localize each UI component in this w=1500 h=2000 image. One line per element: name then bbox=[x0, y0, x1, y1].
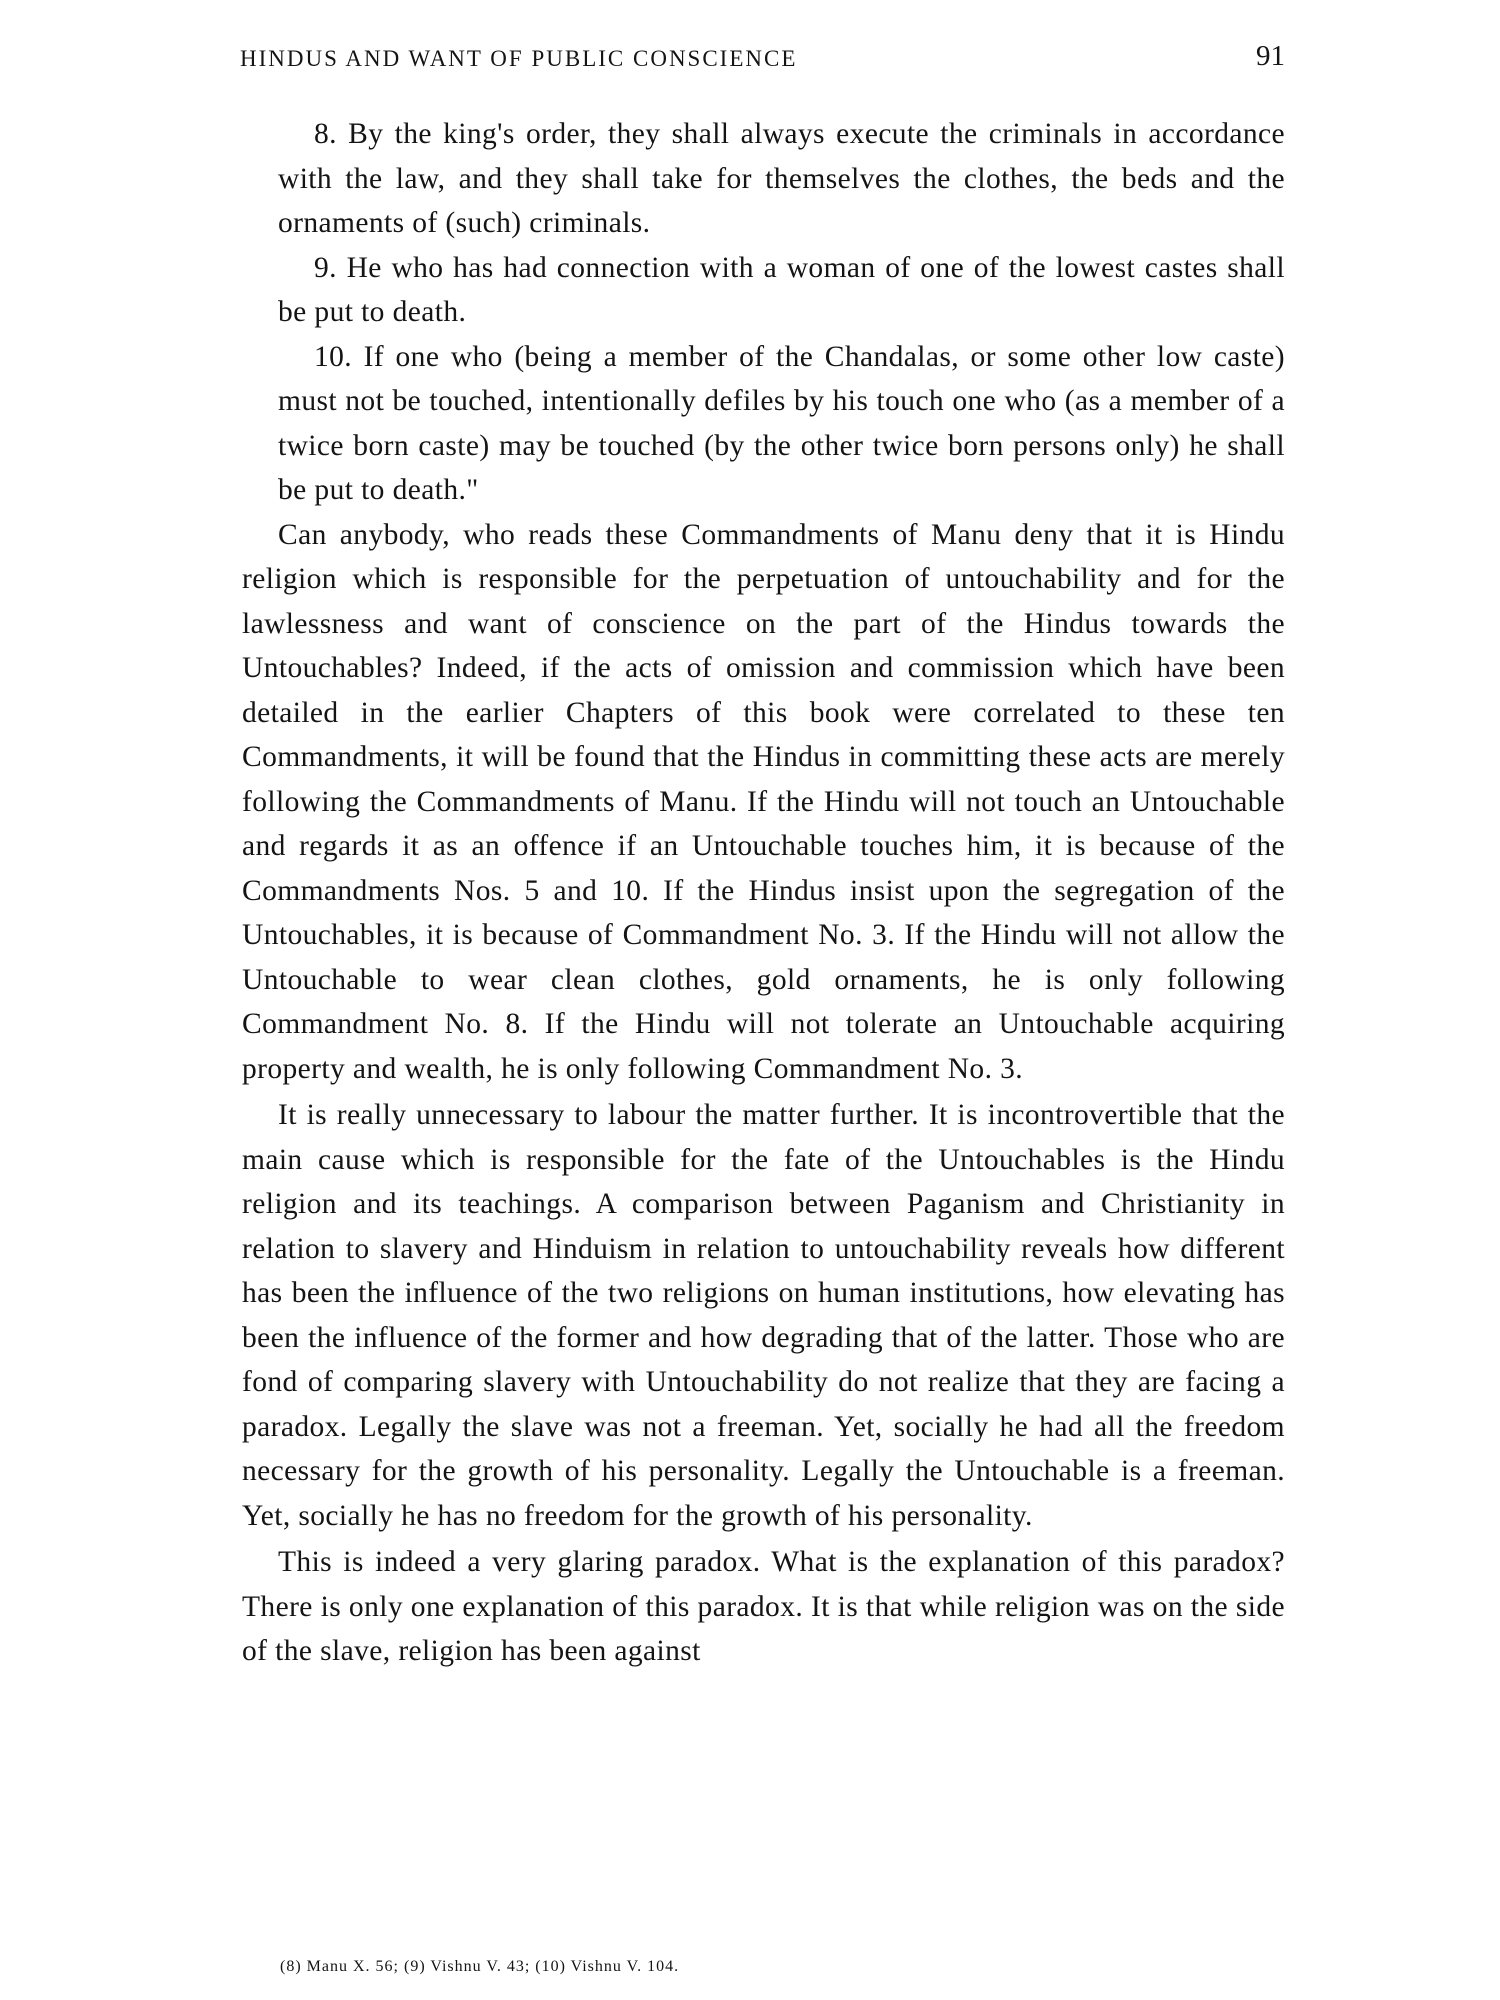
commandment-10: 10. If one who (being a member of the Chandalas, or some other low caste) must not be touched, intentionally defiles by his touch one who (as a member of a twice born caste) may be touched (by the other twice born persons only) he shall be put to death." bbox=[278, 340, 1285, 506]
paragraph-paganism-comparison: It is really unnecessary to labour the matter further. It is incontrovertible that the main cause which is responsible for the fate of the Untouchables is the Hindu religion and its teachings. A comparison between Paganism and Christianity in relation to slavery and Hinduism in relation to untouchability reveals how different has been the influence of the two religions on human institutions, how elevating has been the influence of the former and how degrading that of the latter. Those who are fond of comparing slavery with Untouchability do not realize that they are facing a paradox. Legally the slave was not a freeman. Yet, socially he had all the freedom necessary for the growth of his personality. Legally the Untouchable is a freeman. Yet, socially he has no freedom for the growth of his personality. bbox=[242, 1099, 1285, 1532]
commandment-9: 9. He who has had connection with a woman of one of the lowest castes shall be put to death. bbox=[278, 251, 1285, 328]
running-head bbox=[240, 40, 1285, 76]
running-title: HINDUS AND WANT OF PUBLIC CONSCIENCE bbox=[240, 46, 798, 71]
body-text bbox=[242, 112, 1285, 1674]
paragraph-paradox: This is indeed a very glaring paradox. What is the explanation of this paradox? There is only one explanation of this paradox. It is that while religion was on the side of the slave, religion has been against bbox=[242, 1546, 1285, 1667]
footnote: (8) Manu X. 56; (9) Vishnu V. 43; (10) Vishnu V. 104. bbox=[280, 1958, 680, 1975]
page-number: 91 bbox=[1256, 40, 1285, 72]
paragraph-manu-commandments: Can anybody, who reads these Commandments of Manu deny that it is Hindu religion which is responsible for the perpetuation of untouchability and for the lawlessness and want of conscience on the part of the Hindus towards the Untouchables? Indeed, if the acts of omission and commission which have been detailed in the earlier Chapters of this book were correlated to these ten Commandments, it will be found that the Hindus in committing these acts are merely following the Commandments of Manu. If the Hindu will not touch an Untouchable and regards it as an offence if an Untouchable touches him, it is because of the Commandments Nos. 5 and 10. If the Hindus insist upon the segregation of the Untouchables, it is because of Commandment No. 3. If the Hindu will not allow the Untouchable to wear clean clothes, gold ornaments, he is only following Commandment No. 8. If the Hindu will not tolerate an Untouchable acquiring property and wealth, he is only following Commandment No. 3. bbox=[242, 518, 1285, 1085]
commandment-8: 8. By the king's order, they shall always execute the criminals in accordance with the law, and they shall take for themselves the clothes, the beds and the ornaments of (such) criminals. bbox=[278, 118, 1285, 239]
